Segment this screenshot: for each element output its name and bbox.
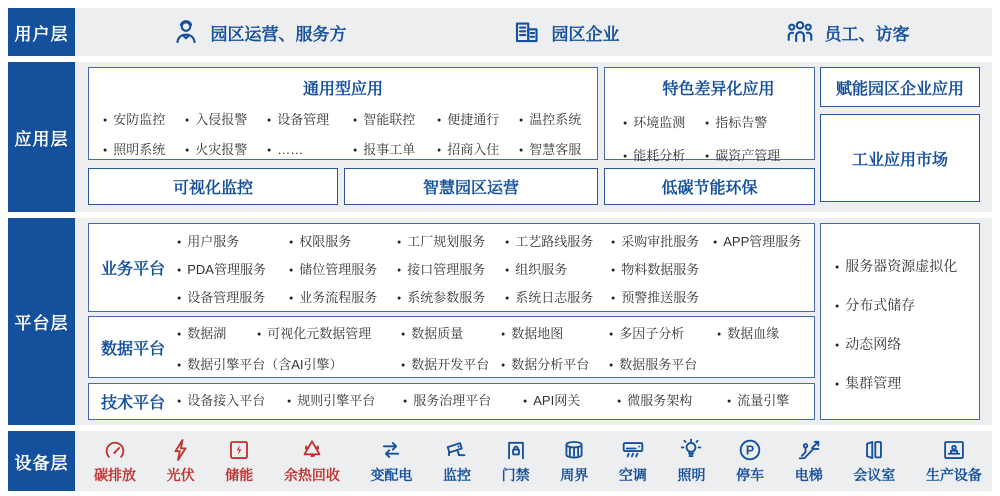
bullet-item: ● 报事工单 [353, 142, 437, 159]
device-item-label: 碳排放 [94, 467, 136, 483]
bullet-item: ● 照明系统 [103, 142, 185, 159]
bullet-item: ● 数据质量 [401, 326, 501, 343]
platform-layer-badge: 平台层 [8, 218, 75, 425]
recycle-icon [299, 437, 325, 463]
device-item-label: 空调 [618, 467, 647, 483]
industrial-app-market-label: 工业应用市场 [851, 151, 948, 169]
bullet-item: ● 数据湖 [177, 326, 257, 343]
user-group [512, 17, 620, 47]
industrial-app-market-box [820, 114, 980, 202]
business-platform-title: 业务平台 [100, 261, 165, 278]
featured-applications-box [604, 67, 815, 163]
device-layer-badge: 设备层 [8, 431, 75, 491]
bullet-item: ● 安防监控 [103, 112, 185, 129]
bullet-item: ● 系统日志服务 [505, 290, 611, 307]
low-carbon-box [604, 168, 815, 205]
bullet-item: ● PDA管理服务 [177, 262, 289, 279]
device-item-label: 光伏 [166, 467, 195, 483]
visual-monitoring-label: 可视化监控 [172, 180, 253, 197]
bullet-item: ● 工艺路线服务 [505, 234, 611, 251]
bullet-item: ● 设备接入平台 [177, 393, 287, 410]
data-platform-rows [177, 326, 814, 388]
gauge-icon [102, 437, 128, 463]
user-group-label: 员工、访客 [824, 24, 910, 44]
bullet-item: ● 数据引擎平台（含AI引擎） [177, 357, 401, 374]
bullet-item: ● 设备管理服务 [177, 290, 289, 307]
bullet-row [177, 393, 789, 410]
tech-platform-box [88, 383, 815, 420]
device-item [619, 437, 647, 485]
device-strip [94, 431, 982, 491]
general-applications-rows [101, 112, 585, 159]
bullet-item: ● 系统参数服务 [397, 290, 505, 307]
transfer-arrows-icon [378, 437, 404, 463]
bullet-item: ● 储位管理服务 [289, 262, 397, 279]
application-layer-badge: 应用层 [8, 62, 75, 212]
device-item-label: 储能 [225, 467, 254, 483]
meeting-room-icon [861, 437, 887, 463]
bullet-item: ● 接口管理服务 [397, 262, 505, 279]
bullet-row [177, 357, 814, 374]
bullet-item: ● 碳资产管理 [705, 148, 814, 165]
device-item [167, 437, 195, 485]
data-platform-title: 数据平台 [100, 340, 165, 358]
bullet-item: ● 环境监测 [623, 115, 705, 132]
tech-platform-rows [177, 393, 789, 410]
visual-monitoring-box [88, 168, 338, 205]
device-item [926, 437, 982, 485]
lightning-icon [168, 437, 194, 463]
user-group-label: 园区企业 [551, 24, 620, 44]
user-layer-row [8, 8, 992, 56]
bullet-item: ● 权限服务 [289, 234, 397, 251]
bullet-item: ● 火灾报警 [185, 142, 267, 159]
featured-applications-title: 特色差异化应用 [662, 81, 775, 98]
infra-item: ● 集群管理 [835, 375, 979, 393]
people-group-icon [785, 17, 815, 47]
device-item-label: 电梯 [794, 467, 823, 483]
bullet-row [623, 115, 814, 132]
bullet-item: ● 数据血缘 [717, 326, 814, 343]
production-equipment-icon [941, 437, 967, 463]
user-group [785, 17, 910, 47]
infra-item: ● 分布式储存 [835, 297, 979, 315]
bullet-item: ● 入侵报警 [185, 112, 267, 129]
bullet-row [177, 326, 814, 343]
bullet-item: ● 温控系统 [519, 112, 585, 129]
device-item [94, 437, 136, 485]
parking-icon [737, 437, 763, 463]
bullet-item: ● 智能联控 [353, 112, 437, 129]
bullet-item: ● 微服务架构 [617, 393, 727, 410]
lightbulb-icon [678, 437, 704, 463]
svg-text:P: P [745, 443, 755, 458]
device-item-label: 余热回收 [283, 467, 340, 483]
general-applications-box [88, 67, 598, 160]
device-item-label: 门禁 [501, 467, 530, 483]
infrastructure-box [820, 223, 980, 420]
device-item [284, 437, 340, 485]
low-carbon-label: 低碳节能环保 [661, 180, 758, 197]
bullet-item: ● 预警推送服务 [611, 290, 713, 307]
device-item [225, 437, 253, 485]
bullet-item: ● 用户服务 [177, 234, 289, 251]
empower-enterprise-apps-label: 赋能园区企业应用 [835, 80, 964, 98]
device-item [370, 437, 412, 485]
bullet-row [177, 290, 814, 307]
business-platform-rows [177, 234, 814, 318]
smart-park-operation-label: 智慧园区运营 [422, 180, 519, 197]
featured-applications-rows [623, 115, 814, 165]
air-conditioner-icon [620, 437, 646, 463]
device-item-label: 变配电 [370, 467, 413, 483]
cctv-camera-icon [444, 437, 470, 463]
bullet-item: ● 可视化元数据管理 [257, 326, 401, 343]
bullet-item: ● 数据分析平台 [501, 357, 609, 374]
device-item-label: 会议室 [853, 467, 896, 483]
user-layer-badge: 用户层 [8, 8, 75, 56]
building-icon [512, 17, 542, 47]
bullet-item: ● 多因子分析 [609, 326, 717, 343]
device-item [795, 437, 823, 485]
data-platform-box [88, 316, 815, 378]
device-item [677, 437, 705, 485]
device-item-label: 周界 [560, 467, 589, 483]
user-group-label: 园区运营、服务方 [210, 24, 347, 44]
empower-enterprise-apps-box [820, 67, 980, 107]
bullet-item: ● 规则引擎平台 [287, 393, 403, 410]
general-applications-title: 通用型应用 [302, 81, 383, 98]
bullet-item: ● 组织服务 [505, 262, 611, 279]
bullet-item: ● 数据地图 [501, 326, 609, 343]
infra-item: ● 服务器资源虚拟化 [835, 258, 979, 276]
door-lock-icon [503, 437, 529, 463]
escalator-icon [796, 437, 822, 463]
bullet-row [177, 262, 814, 279]
bullet-item: ● 设备管理 [267, 112, 353, 129]
device-item-label: 监控 [443, 467, 472, 483]
business-platform-box [88, 223, 815, 312]
device-item-label: 照明 [677, 467, 706, 483]
perimeter-icon [561, 437, 587, 463]
bullet-item: ● 能耗分析 [623, 148, 705, 165]
bullet-item: ● APP管理服务 [713, 234, 814, 251]
bullet-item: ● 数据服务平台 [609, 357, 717, 374]
battery-icon [226, 437, 252, 463]
user-group [171, 17, 347, 47]
bullet-item: ● …… [267, 142, 353, 159]
device-item [502, 437, 530, 485]
device-item [853, 437, 895, 485]
bullet-item: ● API网关 [523, 393, 617, 410]
bullet-row [177, 234, 814, 251]
bullet-item: ● 业务流程服务 [289, 290, 397, 307]
bullet-item: ● 流量引擎 [727, 393, 789, 410]
bullet-row [623, 148, 814, 165]
smart-park-operation-box [344, 168, 598, 205]
device-item-label: 停车 [736, 467, 765, 483]
bullet-item: ● 采购审批服务 [611, 234, 713, 251]
bullet-item: ● 指标告警 [705, 115, 814, 132]
bullet-item: ● 数据开发平台 [401, 357, 501, 374]
bullet-item: ● 服务治理平台 [403, 393, 523, 410]
bullet-item: ● 便捷通行 [437, 112, 519, 129]
infra-item: ● 动态网络 [835, 336, 979, 354]
user-groups [88, 8, 992, 56]
platform-layer-row [8, 218, 992, 425]
bullet-item: ● 物料数据服务 [611, 262, 713, 279]
device-item [560, 437, 588, 485]
bullet-item: ● 智慧客服 [519, 142, 585, 159]
tech-platform-title: 技术平台 [100, 395, 165, 412]
bullet-item: ● 工厂规划服务 [397, 234, 505, 251]
operator-icon [171, 17, 201, 47]
device-item [736, 437, 764, 485]
bullet-item: ● 招商入住 [437, 142, 519, 159]
device-item-label: 生产设备 [925, 467, 982, 483]
device-item [443, 437, 471, 485]
application-layer-row [8, 62, 992, 212]
bullet-row [101, 142, 585, 159]
device-layer-row [8, 431, 992, 491]
bullet-row [101, 112, 585, 129]
